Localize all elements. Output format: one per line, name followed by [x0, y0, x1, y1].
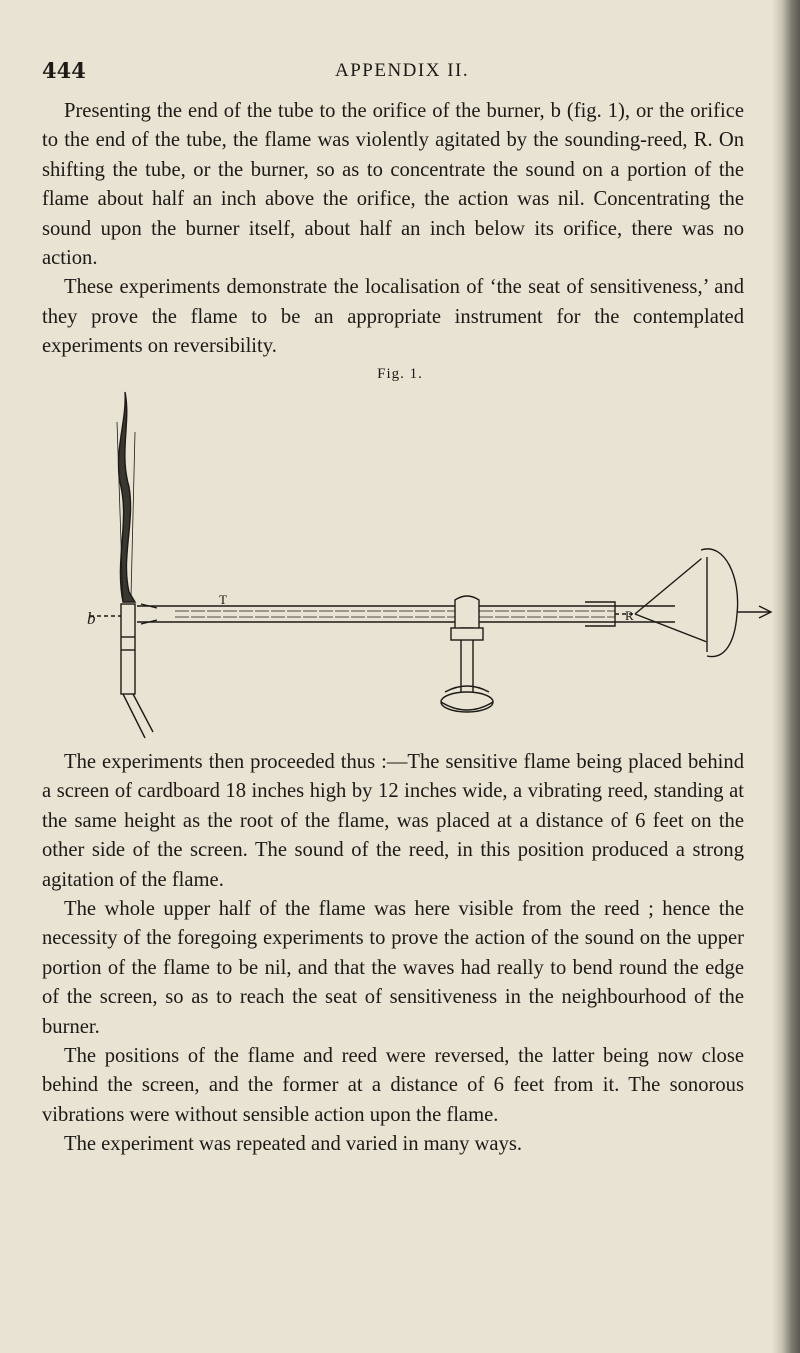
horizontal-tube-drawing: [137, 596, 675, 632]
paragraph: The experiments then proceeded thus :—The sensitive flame being placed behind a screen of cardboard 18 inches high by 12 inches wide, a vibrating reed, standing at the same height as the root of the flame, was placed at a distance of 6 feet on the other side of the screen. The sound of the reed, in this position produced a strong agitation of the flame.: [42, 751, 744, 891]
figure-1-diagram: [87, 392, 775, 738]
paragraph: Presenting the end of the tube to the orifice of the burner, b (fig. 1), or the orifice to the end of the tube, the flame was violently agitated by the sounding-reed, R. On shifting the tube, or the burner, so as to concentrate the sound on a portion of the flame about half an inch above the orifice, the action was nil. Concentrating the sound upon the burner itself, about half an inch below its orifice, there was no action.: [42, 100, 744, 270]
paragraph: These experiments demonstrate the localisation of ‘the seat of sensitiveness,’ and they prove the flame to be an appropriate instrument for the contemplated experiments on reversibility.: [42, 276, 744, 358]
burner-drawing: [121, 604, 153, 738]
paragraph: The experiment was repeated and varied in many ways.: [64, 1133, 523, 1156]
bottom-text-block: [42, 748, 744, 1160]
label-b: b: [87, 609, 96, 628]
label-r: R: [625, 608, 634, 623]
paragraph: The whole upper half of the flame was here visible from the reed ; hence the necessity of the foregoing experiments to prove the action of the sound on the upper portion of the flame to be nil, and that the waves had really to bend round the edge of the screen, so as to reach the seat of sensitiveness in the neighbourhood of the burner.: [42, 898, 744, 1038]
paragraph: The positions of the flame and reed were reversed, the latter being now close behind the screen, and the former at a distance of 6 feet from it. The sonorous vibrations were without sensible action upon the flame.: [42, 1045, 744, 1126]
page-number: 444: [42, 58, 86, 83]
top-text-block: [42, 97, 744, 362]
label-t: T: [219, 592, 227, 607]
page-edge: [772, 0, 800, 1353]
tube-stand-drawing: [441, 628, 493, 712]
flame-drawing: [117, 392, 135, 602]
reed-drawing: [615, 549, 771, 657]
page-header: [0, 58, 800, 88]
figure-caption: Fig. 1.: [377, 366, 423, 382]
running-head: APPENDIX II.: [335, 60, 470, 81]
